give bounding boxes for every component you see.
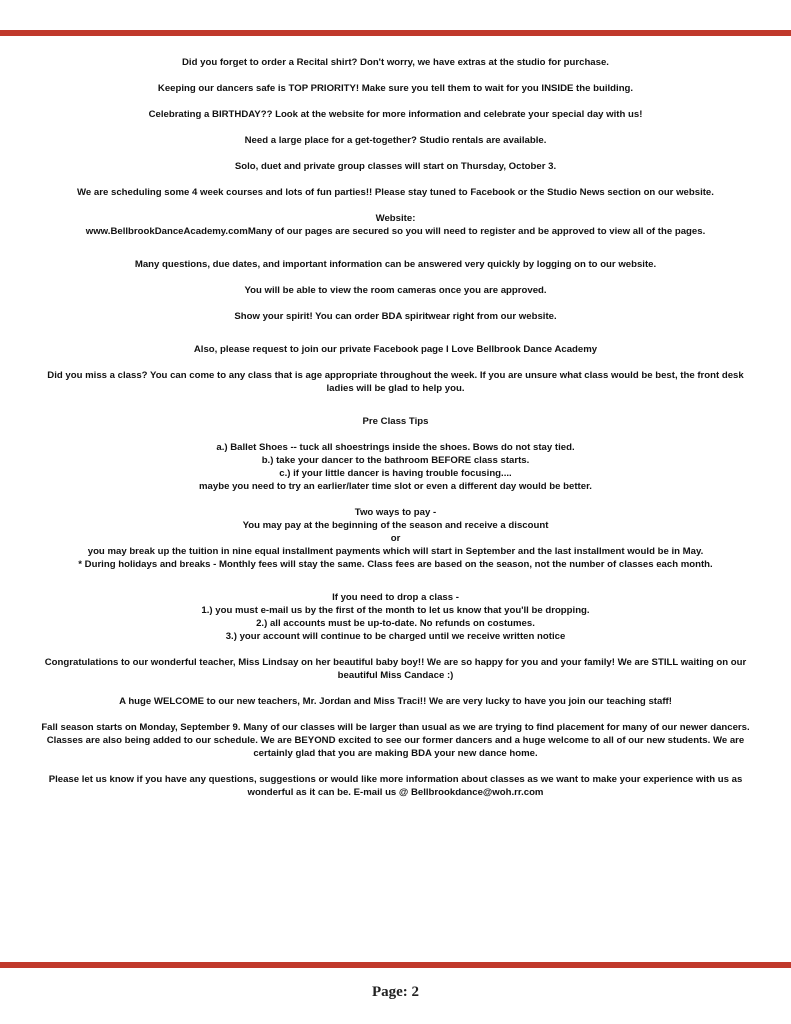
birthday-note: Celebrating a BIRTHDAY?? Look at the website for more information and celebrate your special day with us!: [148, 109, 643, 120]
congrats-note: Congratulations to our wonderful teacher, Miss Lindsay on her beautiful baby boy!! We are so happy for you and your family! We are STILL waiting on our beautiful Miss Candace :): [44, 657, 747, 681]
missed-class-note: Did you miss a class? You can come to any class that is age appropriate throughout the week. If you are unsure what class would be best, the front desk ladies will be glad to help you.: [47, 370, 744, 394]
payment-block: [40, 506, 751, 571]
tip-item: maybe you need to try an earlier/later time slot or even a different day would be better.: [199, 481, 592, 492]
drop-line: 2.) all accounts must be up-to-date. No refunds on costumes.: [256, 618, 535, 629]
fall-season-note: Fall season starts on Monday, September 9. Many of our classes will be larger than usual as we are trying to find placement for many of our newer dancers. Classes are also being added to our schedule. We are BEYOND excited to see our former dancers and a huge welcome to all of our new students. We are certainly glad that you are making BDA your new dance home.: [41, 722, 750, 759]
cameras-note: You will be able to view the room cameras once you are approved.: [244, 285, 547, 296]
drop-line: 1.) you must e-mail us by the first of the month to let us know that you'll be dropping.: [201, 605, 590, 616]
drop-title: If you need to drop a class -: [332, 592, 459, 603]
tip-item: c.) if your little dancer is having trouble focusing....: [279, 468, 512, 479]
recital-shirt-note: Did you forget to order a Recital shirt? Don't worry, we have extras at the studio for purchase.: [182, 57, 609, 68]
payment-line: you may break up the tuition in nine equal installment payments which will start in September and the last installment would be in May.: [87, 546, 704, 557]
safety-note: Keeping our dancers safe is TOP PRIORITY! Make sure you tell them to wait for you INSIDE the building.: [157, 83, 634, 94]
drop-block: [40, 591, 751, 643]
website-text: www.BellbrookDanceAcademy.comMany of our pages are secured so you will need to register and be approved to view all of the pages.: [85, 226, 706, 237]
contact-note: Please let us know if you have any questions, suggestions or would like more information about classes as we want to make your experience with us as wonderful as it can be. E-mail us @ Bellbrookdance@woh.rr.com: [48, 774, 743, 798]
payment-line: or: [390, 533, 401, 544]
questions-note: Many questions, due dates, and important information can be answered very quickly by logging on to our website.: [134, 259, 657, 270]
website-block: [40, 212, 751, 238]
tips-list: [40, 441, 751, 493]
facebook-note: Also, please request to join our private Facebook page I Love Bellbrook Dance Academy: [193, 344, 598, 355]
welcome-note: A huge WELCOME to our new teachers, Mr. Jordan and Miss Traci!! We are very lucky to have you join our teaching staff!: [119, 696, 672, 707]
tip-item: a.) Ballet Shoes -- tuck all shoestrings inside the shoes. Bows do not stay tied.: [216, 442, 575, 453]
drop-line: 3.) your account will continue to be charged until we receive written notice: [225, 631, 566, 642]
newsletter-body: [40, 56, 751, 812]
tip-item: b.) take your dancer to the bathroom BEFORE class starts.: [261, 455, 530, 466]
website-label: Website:: [375, 213, 416, 224]
spiritwear-note: Show your spirit! You can order BDA spiritwear right from our website.: [234, 311, 557, 322]
payment-line: You may pay at the beginning of the season and receive a discount: [242, 520, 549, 531]
page-number: Page: 2: [371, 984, 420, 1000]
payment-line: * During holidays and breaks - Monthly fees will stay the same. Class fees are based on the season, not the number of classes each month.: [78, 559, 713, 570]
tips-title: Pre Class Tips: [362, 416, 429, 427]
top-divider: [0, 30, 791, 36]
payment-title: Two ways to pay -: [354, 507, 437, 518]
rental-note: Need a large place for a get-together? Studio rentals are available.: [244, 135, 547, 146]
classes-start-note: Solo, duet and private group classes will start on Thursday, October 3.: [234, 161, 557, 172]
bottom-divider: [0, 962, 791, 968]
courses-note: We are scheduling some 4 week courses and lots of fun parties!! Please stay tuned to Facebook or the Studio News section on our website.: [77, 187, 714, 198]
